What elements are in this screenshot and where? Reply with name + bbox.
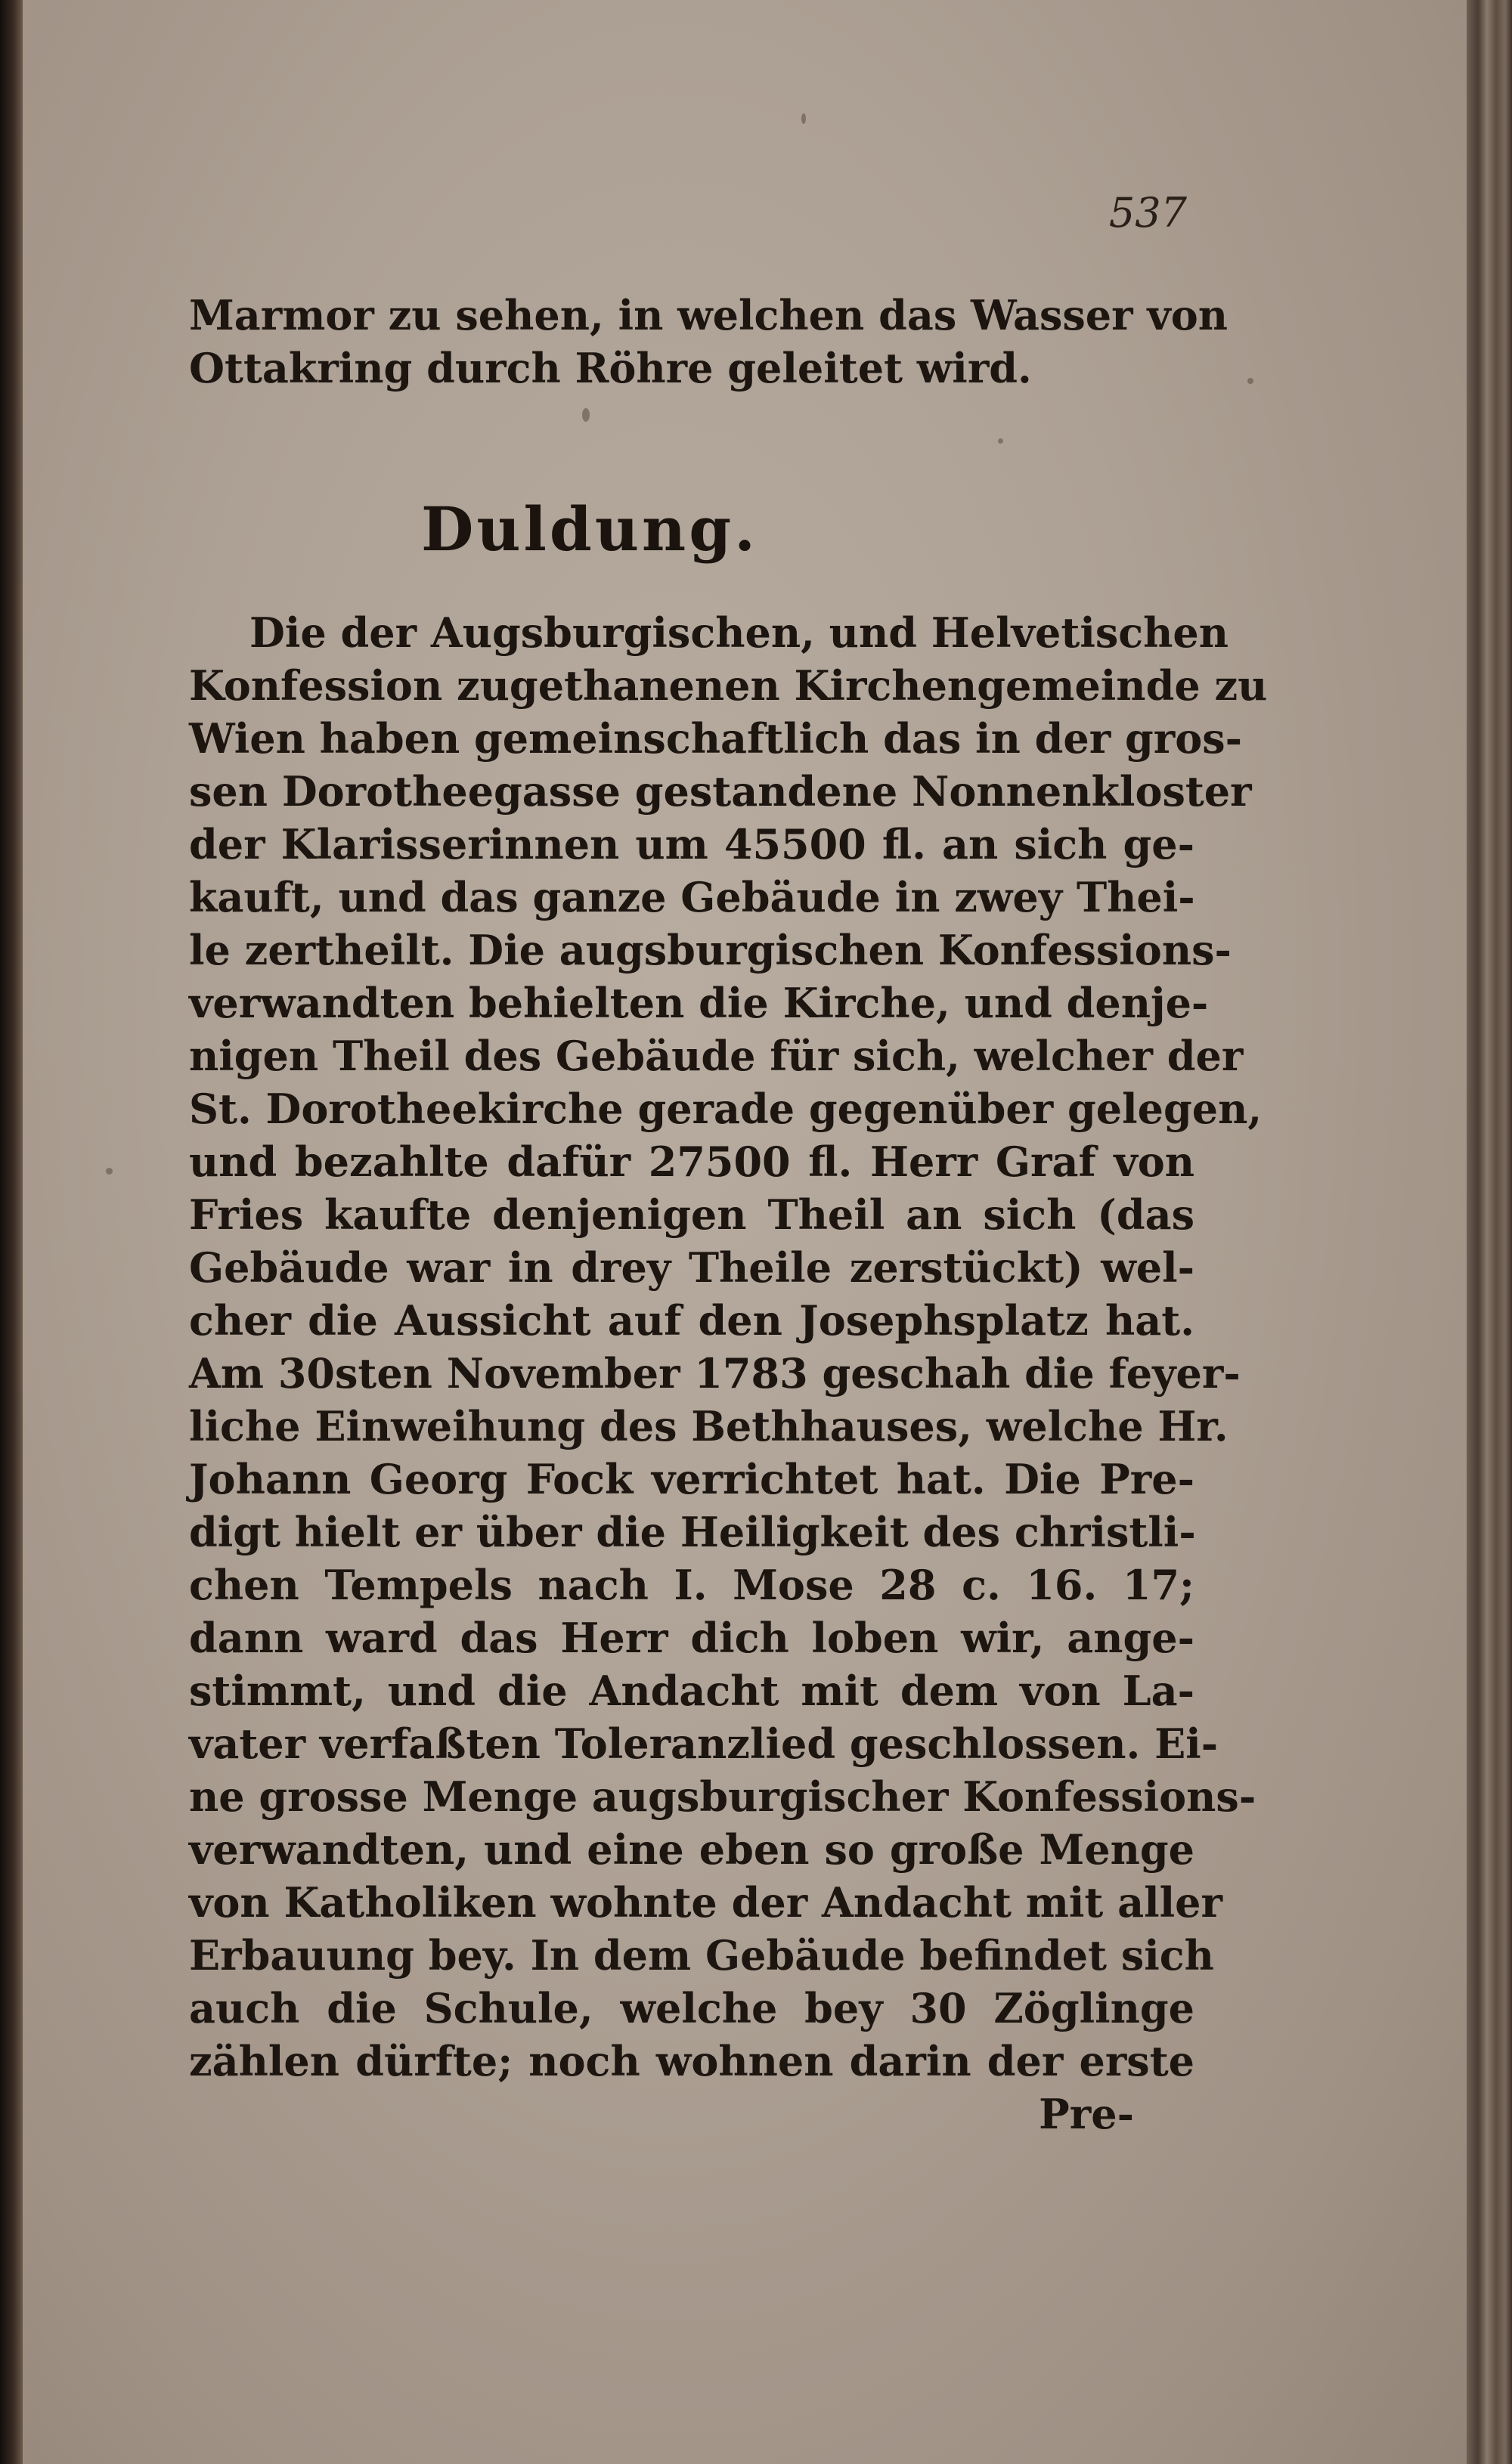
text-line: Ottakring durch Röhre geleitet wird.	[189, 344, 1032, 392]
text-line: dann ward das Herr dich loben wir, ange-	[189, 1614, 1194, 1662]
text-line: Gebäude war in drey Theile zerstückt) wel-	[189, 1243, 1194, 1292]
text-line: sen Dorotheegasse gestandene Nonnenkloster	[189, 767, 1252, 816]
text-line: cher die Aussicht auf den Josephsplatz hat.	[189, 1296, 1194, 1345]
paper-speck	[801, 113, 806, 124]
text-line: vater verfaßten Toleranzlied geschlossen. Ei-	[189, 1720, 1219, 1768]
text-line: Fries kaufte denjenigen Theil an sich (das	[189, 1190, 1194, 1239]
text-block	[23, 0, 1467, 2464]
text-line: zählen dürfte; noch wohnen darin der erste	[189, 2037, 1194, 2085]
text-line: Marmor zu sehen, in welchen das Wasser von	[189, 291, 1228, 339]
text-line: Konfession zugethanenen Kirchengemeinde zu	[189, 661, 1268, 710]
catchword: Pre-	[1039, 2090, 1134, 2138]
paper-speck	[1247, 378, 1253, 384]
text-line: ne grosse Menge augsburgischer Konfessions-	[189, 1772, 1256, 1821]
text-line: der Klarisserinnen um 45500 fl. an sich ge-	[189, 820, 1194, 868]
page-stack-edge	[1467, 0, 1512, 2464]
text-line: digt hielt er über die Heiligkeit des christli-	[189, 1508, 1196, 1556]
section-heading: Duldung.	[421, 494, 758, 565]
text-line: le zertheilt. Die augsburgischen Konfessions-	[189, 926, 1232, 974]
text-line: auch die Schule, welche bey 30 Zöglinge	[189, 1984, 1194, 2032]
text-line: Die der Augsburgischen, und Helvetischen	[249, 608, 1228, 657]
page-number: 537	[1108, 189, 1187, 237]
text-line: verwandten, und eine eben so große Menge	[189, 1825, 1194, 1874]
paper-speck	[582, 408, 590, 422]
book-binding-edge	[0, 0, 23, 2464]
text-line: Am 30sten November 1783 geschah die feyer-	[189, 1349, 1241, 1398]
text-line: von Katholiken wohnte der Andacht mit aller	[189, 1878, 1222, 1927]
paper-speck	[106, 1168, 113, 1175]
text-line: Erbauung bey. In dem Gebäude befindet sich	[189, 1931, 1214, 1980]
text-line: Johann Georg Fock verrichtet hat. Die Pre-	[189, 1455, 1194, 1503]
text-line: St. Dorotheekirche gerade gegenüber gelegen,	[189, 1085, 1263, 1133]
text-line: verwandten behielten die Kirche, und denje-	[189, 979, 1209, 1027]
text-line: nigen Theil des Gebäude für sich, welcher der	[189, 1032, 1244, 1080]
paper-speck	[998, 438, 1003, 444]
text-line: Wien haben gemeinschaftlich das in der gros-	[189, 714, 1243, 763]
page-paper	[23, 0, 1467, 2464]
text-line: und bezahlte dafür 27500 fl. Herr Graf von	[189, 1138, 1194, 1186]
text-line: stimmt, und die Andacht mit dem von La-	[189, 1667, 1194, 1715]
text-line: chen Tempels nach I. Mose 28 c. 16. 17;	[189, 1561, 1194, 1609]
text-line: kauft, und das ganze Gebäude in zwey Thei-	[189, 873, 1195, 921]
text-line: liche Einweihung des Bethhauses, welche Hr.	[189, 1402, 1228, 1450]
